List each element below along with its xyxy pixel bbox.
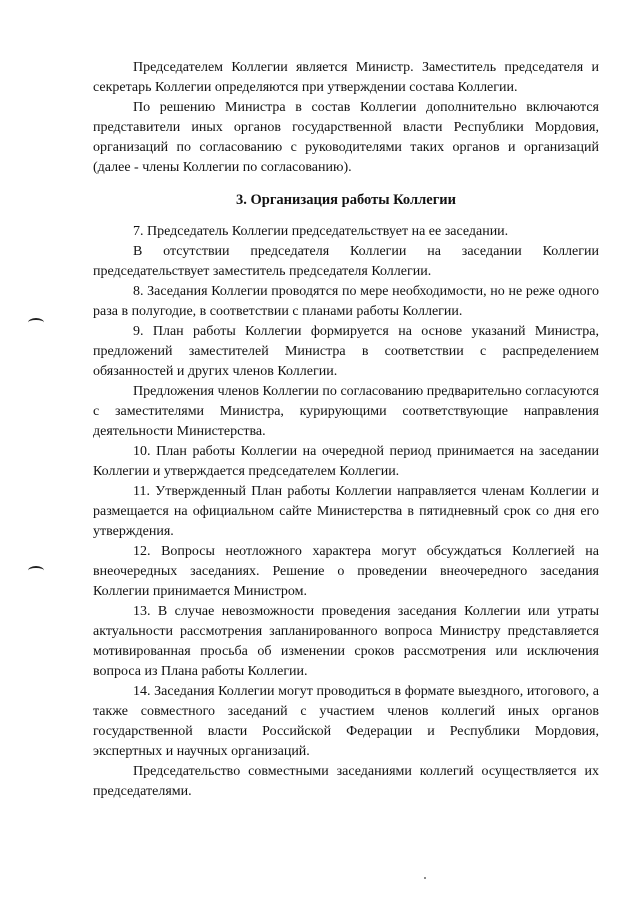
paragraph-10: 10. План работы Коллегии на очередной период принимается на заседании Коллегии и утверждается председателем Коллегии. bbox=[93, 444, 599, 479]
paragraph-13: 13. В случае невозможности проведения заседания Коллегии или утраты актуальности рассмотрения запланированного вопроса Министру представляется мотивированная просьба об изменении сроков рассмотрения или исключения вопроса из Плана работы Коллегии. bbox=[93, 604, 599, 679]
paragraph-8: 8. Заседания Коллегии проводятся по мере необходимости, но не реже одного раза в полугодие, в соответствии с планами работы Коллегии. bbox=[93, 284, 599, 319]
section-heading: 3. Организация работы Коллегии bbox=[236, 192, 456, 208]
paragraph-additional-members: По решению Министра в состав Коллегии дополнительно включаются представители иных органов государственной власти Республики Мордовия, организаций по согласованию с руководителями таких органов и организаций (далее - члены Коллегии по согласованию). bbox=[93, 100, 599, 175]
paragraph-14-continued: Председательство совместными заседаниями коллегий осуществляется их председателями. bbox=[93, 764, 599, 799]
document-body bbox=[93, 58, 599, 802]
paragraph-7-continued: В отсутствии председателя Коллегии на заседании Коллегии председательствует заместитель председателя Коллегии. bbox=[93, 244, 599, 279]
paragraph-11: 11. Утвержденный План работы Коллегии направляется членам Коллегии и размещается на официальном сайте Министерства в пятидневный срок со дня его утверждения. bbox=[93, 484, 599, 539]
punch-hole-mark bbox=[28, 318, 44, 327]
paragraph-7: 7. Председатель Коллегии председательствует на ее заседании. bbox=[133, 224, 509, 239]
punch-hole-mark bbox=[28, 566, 44, 575]
paragraph-9-continued: Предложения членов Коллегии по согласованию предварительно согласуются с заместителями Министра, курирующими соответствующие направления деятельности Министерства. bbox=[93, 384, 599, 439]
paragraph-9: 9. План работы Коллегии формируется на основе указаний Министра, предложений заместителей Министра в соответствии с распределением обязанностей и других членов Коллегии. bbox=[93, 324, 599, 379]
paragraph-12: 12. Вопросы неотложного характера могут обсуждаться Коллегией на внеочередных заседаниях. Решение о проведении внеочередного заседания Коллегии принимается Министром. bbox=[93, 544, 599, 599]
paragraph-14: 14. Заседания Коллегии могут проводиться в формате выездного, итогового, а также совместного заседаний с участием членов коллегий иных органов государственной власти Российской Федерации и Республики Мордовия, экспертных и научных организаций. bbox=[93, 684, 599, 759]
scan-speck bbox=[424, 877, 426, 879]
paragraph-chairman: Председателем Коллегии является Министр. Заместитель председателя и секретарь Коллегии определяются при утверждении состава Коллегии. bbox=[93, 60, 599, 95]
